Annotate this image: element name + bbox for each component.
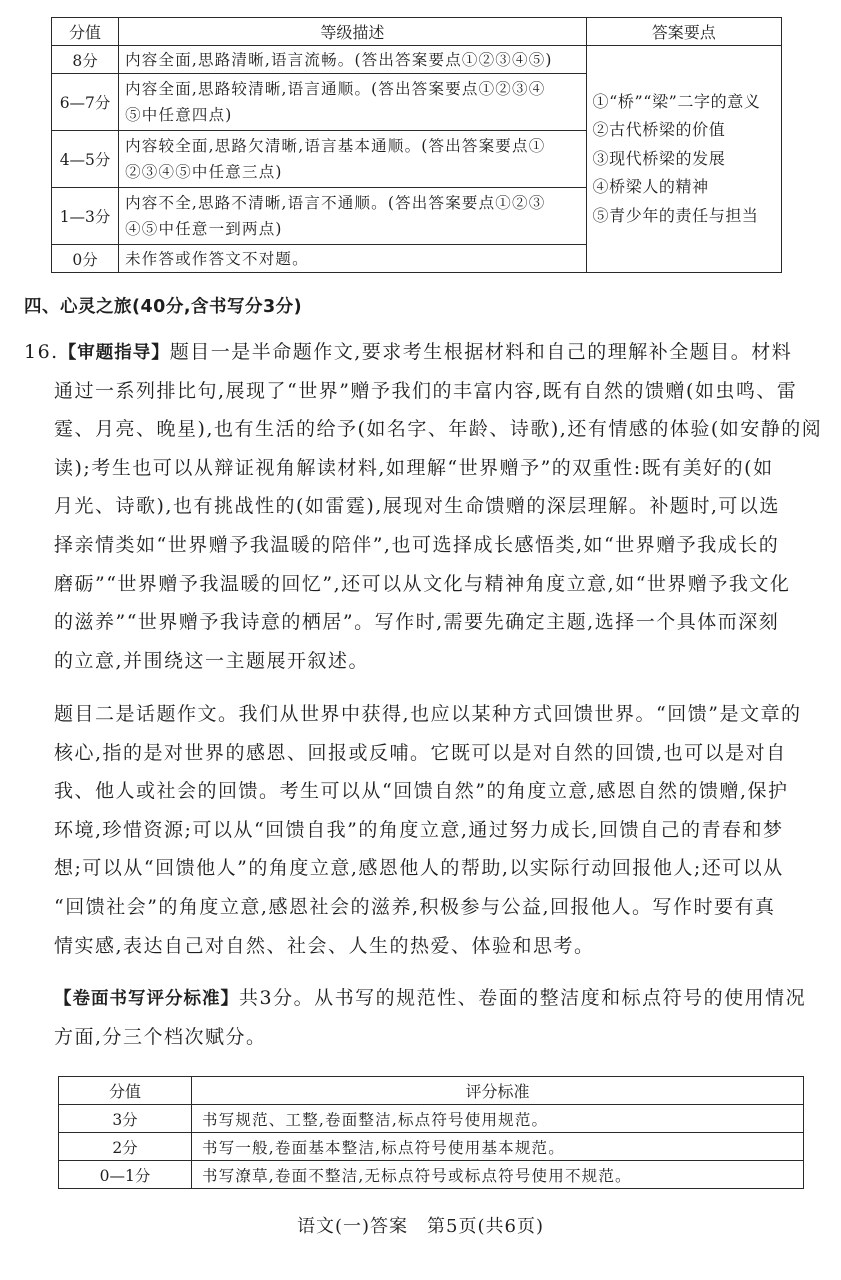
header-score: 分值 — [59, 1077, 192, 1105]
description-cell — [119, 188, 586, 245]
table-header-row — [52, 18, 782, 46]
paragraph-line: 核心,指的是对世界的感恩、回报或反哺。它既可以是对自然的回馈,也可以是对自 — [54, 741, 787, 764]
paragraph-line: “回馈社会”的角度立意,感恩社会的滋养,积极参与公益,回报他人。写作时要有真 — [54, 896, 776, 918]
paragraph-line — [24, 333, 792, 373]
criteria-cell: 书写规范、工整,卷面整洁,标点符号使用规范。 — [192, 1105, 804, 1133]
score-cell: 3分 — [59, 1105, 192, 1133]
description-cell — [119, 131, 586, 188]
header-description: 等级描述 — [119, 18, 586, 46]
table-row — [59, 1133, 804, 1161]
table-row — [59, 1161, 804, 1189]
paragraph-line: 读);考生也可以从辩证视角解读材料,如理解“世界赠予”的双重性:既有美好的(如 — [54, 456, 774, 479]
writing-standard-label: 【卷面书写评分标准】 — [54, 989, 239, 1009]
paragraph-line: 霆、月亮、晚星),也有生活的给予(如名字、年龄、诗歌),还有情感的体验(如安静的阅 — [54, 418, 823, 441]
page-footer: 语文(一)答案 第5页(共6页) — [297, 1216, 544, 1237]
score-cell: 8分 — [52, 46, 119, 74]
paragraph-line: 想;可以从“回馈他人”的角度立意,感恩他人的帮助,以实际行动回报他人;还可以从 — [54, 857, 784, 880]
paragraph-line: 环境,珍惜资源;可以从“回馈自我”的角度立意,通过努力成长,回馈自己的青春和梦 — [54, 818, 784, 841]
answer-point: ⑤青少年的责任与担当 — [592, 205, 759, 225]
question-number: 16. — [24, 341, 59, 363]
guide-label: 【审题指导】 — [58, 343, 170, 363]
header-score: 分值 — [52, 18, 119, 46]
description-line: 内容全面,思路清晰,语言流畅。(答出答案要点①②③④⑤) — [125, 50, 553, 69]
table-row — [52, 46, 782, 74]
answer-point: ④桥梁人的精神 — [592, 177, 709, 197]
criteria-cell: 书写潦草,卷面不整洁,无标点符号或标点符号使用不规范。 — [192, 1161, 804, 1189]
answer-points-cell — [586, 46, 781, 273]
description-cell — [119, 245, 586, 273]
score-cell: 1—3分 — [52, 188, 119, 245]
handwriting-scoring-table — [58, 1076, 804, 1189]
description-line: ②③④⑤中任意三点) — [125, 163, 283, 181]
description-line: 内容较全面,思路欠清晰,语言基本通顺。(答出答案要点① — [125, 137, 546, 155]
essay-scoring-table — [51, 17, 782, 273]
score-cell: 6—7分 — [52, 74, 119, 131]
description-line: 内容不全,思路不清晰,语言不通顺。(答出答案要点①②③ — [125, 194, 546, 212]
paragraph-line: 的立意,并围绕这一主题展开叙述。 — [54, 649, 370, 672]
score-cell: 2分 — [59, 1133, 192, 1161]
description-cell — [119, 74, 586, 131]
description-line: ④⑤中任意一到两点) — [125, 220, 283, 238]
paragraph-line: 我、他人或社会的回馈。考生可以从“回馈自然”的角度立意,感恩自然的馈赠,保护 — [54, 780, 789, 803]
paragraph-text: 题目一是半命题作文,要求考生根据材料和自己的理解补全题目。材料 — [169, 341, 793, 363]
answer-point: ②古代桥梁的价值 — [592, 120, 726, 140]
description-line: 未作答或作答文不对题。 — [125, 249, 309, 268]
paragraph-line: 月光、诗歌),也有挑战性的(如雷霆),展现对生命馈赠的深层理解。补题时,可以选 — [54, 495, 780, 518]
paragraph-line: 择亲情类如“世界赠予我温暖的陪伴”,也可选择成长感悟类,如“世界赠予我成长的 — [54, 534, 780, 556]
paragraph-line: 题目二是话题作文。我们从世界中获得,也应以某种方式回馈世界。“回馈”是文章的 — [54, 703, 802, 725]
score-cell: 0—1分 — [59, 1161, 192, 1189]
paragraph-line: 磨砺”“世界赠予我温暖的回忆”,还可以从文化与精神角度立意,如“世界赠予我文化 — [54, 572, 791, 595]
score-cell: 4—5分 — [52, 131, 119, 188]
answer-point: ③现代桥梁的发展 — [592, 148, 726, 168]
description-cell — [119, 46, 586, 74]
paragraph-line: 通过一系列排比句,展现了“世界”赠予我们的丰富内容,既有自然的馈赠(如虫鸣、雷 — [54, 379, 798, 402]
paragraph-text: 共3分。从书写的规范性、卷面的整洁度和标点符号的使用情况 — [239, 987, 807, 1009]
criteria-cell: 书写一般,卷面基本整洁,标点符号使用基本规范。 — [192, 1133, 804, 1161]
description-line: ⑤中任意四点) — [125, 106, 233, 124]
paragraph-line: 的滋养”“世界赠予我诗意的栖居”。写作时,需要先确定主题,选择一个具体而深刻 — [54, 611, 780, 634]
header-criteria: 评分标准 — [192, 1077, 804, 1105]
description-line: 内容全面,思路较清晰,语言通顺。(答出答案要点①②③④ — [125, 80, 546, 98]
paragraph-line — [54, 979, 806, 1019]
score-cell: 0分 — [52, 245, 119, 273]
header-answer-points: 答案要点 — [586, 18, 781, 46]
table-row — [59, 1105, 804, 1133]
answer-point: ①“桥”“梁”二字的意义 — [592, 91, 761, 111]
table-header-row — [59, 1077, 804, 1105]
section-heading: 四、心灵之旅(40分,含书写分3分) — [24, 297, 303, 317]
paragraph-line: 情实感,表达自己对自然、社会、人生的热爱、体验和思考。 — [54, 934, 595, 957]
paragraph-line: 方面,分三个档次赋分。 — [54, 1025, 267, 1048]
